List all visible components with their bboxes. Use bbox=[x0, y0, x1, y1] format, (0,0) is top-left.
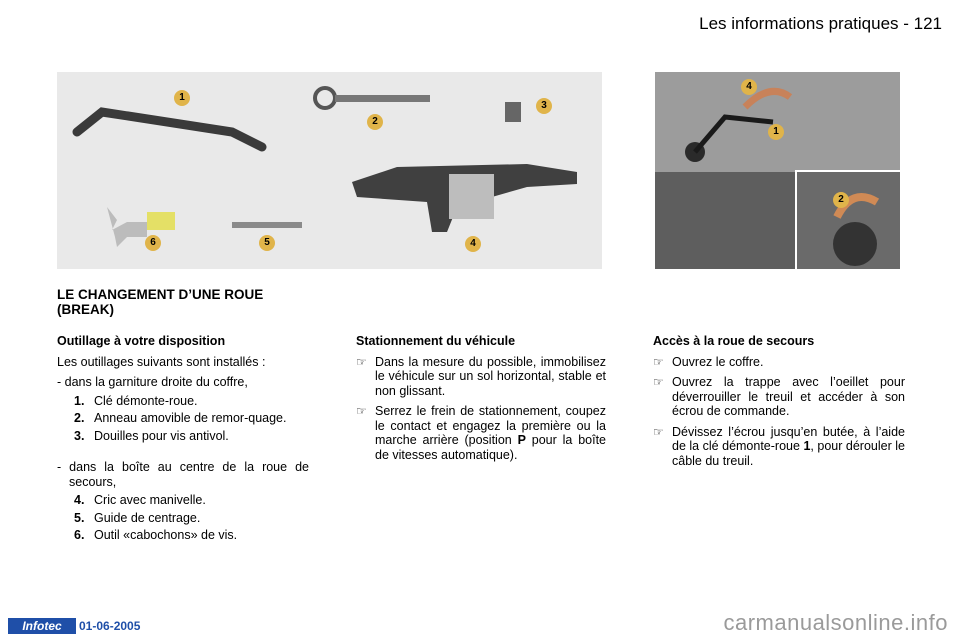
list-item bbox=[74, 394, 309, 409]
section-title: LE CHANGEMENT D’UNE ROUE (BREAK) bbox=[57, 287, 264, 317]
cabochon-tool-handle bbox=[147, 212, 175, 230]
pointing-hand-icon: ☞ bbox=[653, 375, 664, 389]
pointing-hand-icon: ☞ bbox=[356, 404, 367, 418]
bullet-item bbox=[653, 355, 905, 370]
detail-inset bbox=[795, 170, 900, 269]
infotec-badge: Infotec bbox=[8, 618, 76, 634]
callout-1: 1 bbox=[174, 90, 190, 106]
text-run: Dévissez l’écrou jusqu’en butée, à l’aide de la clé démonte-roue bbox=[672, 424, 905, 453]
tools-group2-heading: - dans la boîte au centre de la roue de secours, bbox=[57, 460, 309, 489]
bumper-area bbox=[655, 172, 795, 269]
parking-subtitle: Stationnement du véhicule bbox=[356, 334, 516, 348]
item-number: 6. bbox=[74, 528, 85, 542]
tools-intro: Les outillages suivants sont installés : bbox=[57, 354, 266, 369]
bullet-item bbox=[356, 404, 606, 462]
item-number: 3. bbox=[74, 428, 85, 443]
callout-6: 6 bbox=[145, 235, 161, 251]
pointing-hand-icon: ☞ bbox=[653, 424, 664, 439]
tools-subtitle: Outillage à votre disposition bbox=[57, 334, 226, 348]
centring-guide-shape bbox=[232, 222, 302, 228]
text-run-bold: 1 bbox=[803, 439, 811, 453]
item-number: 5. bbox=[74, 510, 85, 525]
toolkit-illustration bbox=[57, 72, 602, 269]
callout-right-4: 4 bbox=[741, 79, 757, 95]
column-spare-access bbox=[653, 334, 905, 474]
bullet-item bbox=[356, 355, 606, 399]
item-text: Outil «cabochons» de vis. bbox=[94, 528, 238, 542]
bullet-item bbox=[653, 375, 905, 419]
item-text: Anneau amovible de remor-quage. bbox=[94, 411, 287, 425]
callout-5: 5 bbox=[259, 235, 275, 251]
list-item bbox=[74, 511, 309, 526]
text-run-bold: P bbox=[517, 433, 526, 447]
item-number: 1. bbox=[74, 393, 85, 408]
toolkit-drawing bbox=[57, 72, 602, 269]
list-item bbox=[74, 411, 309, 426]
bullet-text bbox=[375, 404, 606, 462]
callout-2: 2 bbox=[367, 114, 383, 130]
callout-right-2: 2 bbox=[833, 192, 849, 208]
page-header: Les informations pratiques - 121 bbox=[699, 14, 942, 33]
bullet-text: Ouvrez la trappe avec l’oeillet pour déverrouiller le treuil et accéder à son écrou de commande. bbox=[672, 375, 905, 418]
item-text: Cric avec manivelle. bbox=[94, 493, 206, 507]
list-item bbox=[74, 528, 309, 543]
jack-plate bbox=[449, 174, 494, 219]
pointing-hand-icon: ☞ bbox=[653, 354, 664, 369]
towing-eye-ring bbox=[315, 88, 335, 108]
list-item bbox=[74, 493, 309, 508]
item-text: Guide de centrage. bbox=[94, 510, 201, 525]
watermark: carmanualsonline.info bbox=[723, 610, 948, 635]
boot-access-illustration bbox=[655, 72, 900, 269]
item-number: 4. bbox=[74, 493, 85, 507]
bullet-text bbox=[672, 425, 905, 469]
callout-3: 3 bbox=[536, 98, 552, 114]
text-run: pour la boîte de vitesses automatique). bbox=[375, 433, 606, 462]
towing-eye-shaft bbox=[335, 95, 430, 102]
text-run: Serrez le frein de stationnement, coupez le contact et engagez la première ou la marche arrière (position bbox=[375, 404, 606, 447]
inset-nut bbox=[833, 222, 877, 266]
inset-drawing bbox=[797, 172, 900, 269]
callout-4: 4 bbox=[465, 236, 481, 252]
bullet-text: Ouvrez le coffre. bbox=[672, 354, 764, 369]
item-text: Douilles pour vis antivol. bbox=[94, 428, 229, 443]
footer-date: 01-06-2005 bbox=[79, 619, 141, 633]
socket-shape bbox=[505, 102, 521, 122]
wheel-brace-shape bbox=[77, 112, 262, 147]
callout-right-1: 1 bbox=[768, 124, 784, 140]
column-tools bbox=[57, 334, 309, 546]
item-text: Clé démonte-roue. bbox=[94, 393, 198, 408]
tools-group1-heading: - dans la garniture droite du coffre, bbox=[57, 375, 248, 389]
column-parking bbox=[356, 334, 606, 468]
list-item bbox=[74, 429, 309, 444]
item-number: 2. bbox=[74, 411, 85, 425]
text-run: , pour dérouler le câble du treuil. bbox=[672, 439, 905, 468]
access-subtitle: Accès à la roue de secours bbox=[653, 334, 815, 348]
pointing-hand-icon: ☞ bbox=[356, 354, 367, 369]
bullet-item bbox=[653, 425, 905, 469]
bullet-text: Dans la mesure du possible, immobilisez le véhicule sur un sol horizontal, stable et non glissant. bbox=[375, 354, 606, 398]
cabochon-tool-prongs bbox=[107, 207, 147, 247]
